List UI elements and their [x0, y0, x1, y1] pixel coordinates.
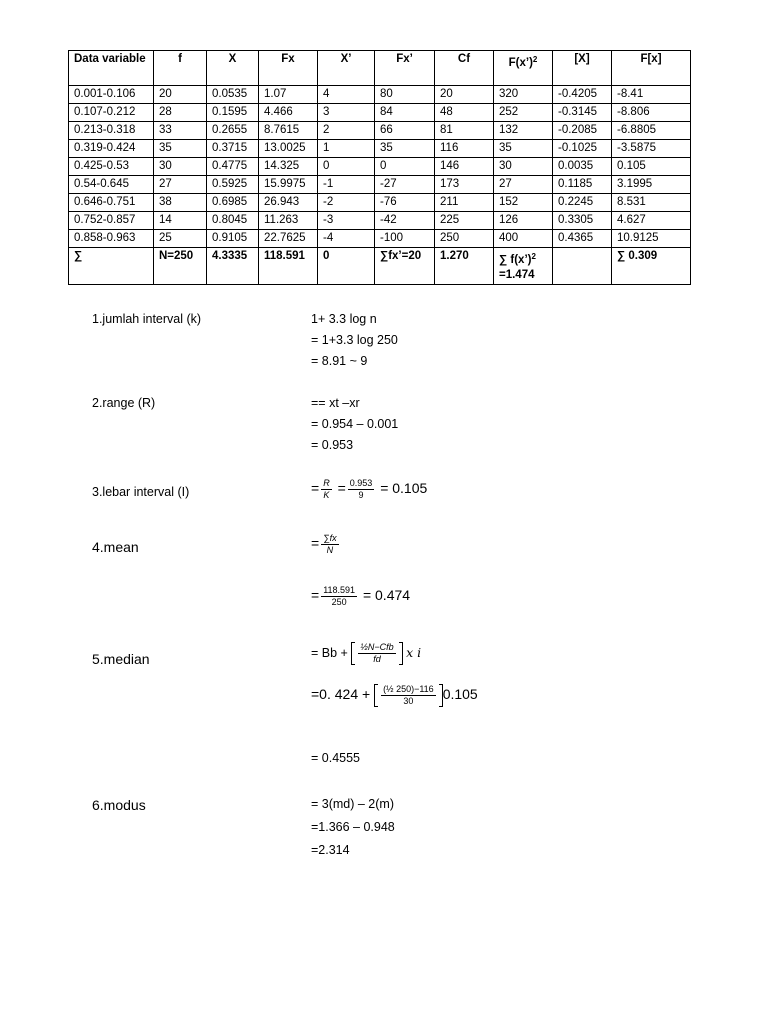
fraction-numerator: ∑fx: [323, 533, 337, 543]
eq-prefix: =: [311, 587, 320, 604]
fraction-numerator: 0.953: [349, 478, 373, 488]
sum-cell: 1.270: [435, 248, 494, 285]
table-cell: -3: [318, 212, 375, 230]
bracket: [351, 642, 402, 665]
table-row: [69, 86, 691, 104]
label-median: 5.median: [92, 651, 150, 667]
label-interval-count: 1.jumlah interval (k): [92, 312, 202, 326]
header-cell: f: [154, 51, 207, 86]
table-sum-row: [69, 248, 691, 285]
table-cell: -42: [375, 212, 435, 230]
fraction-sum-fx-over-n: [321, 533, 338, 556]
median-formula: [311, 642, 421, 665]
table-cell: 0.105: [612, 158, 691, 176]
table-cell: -6.8805: [612, 122, 691, 140]
fraction-numerator: ½N−Cfb: [360, 642, 394, 652]
sum-cell: 118.591: [259, 248, 318, 285]
table-cell: -27: [375, 176, 435, 194]
mode-line-3: =2.314: [311, 843, 350, 857]
table-cell: 0.2655: [207, 122, 259, 140]
table-row: [69, 158, 691, 176]
sum-cell: 0: [318, 248, 375, 285]
sum-cell: [553, 248, 612, 285]
table-cell: 0.858-0.963: [69, 230, 154, 248]
table-cell: 0.646-0.751: [69, 194, 154, 212]
table-cell: 0.4775: [207, 158, 259, 176]
table-cell: 173: [435, 176, 494, 194]
sum-value: =1.474: [499, 269, 535, 281]
sum-cell: [494, 248, 553, 285]
header-cell: X: [207, 51, 259, 86]
table-cell: 0.319-0.424: [69, 140, 154, 158]
table-cell: -100: [375, 230, 435, 248]
header-cell: [X]: [553, 51, 612, 86]
table-cell: 152: [494, 194, 553, 212]
table-cell: 1.07: [259, 86, 318, 104]
range-line-1: == xt –xr: [311, 396, 360, 410]
label-mean: 4.mean: [92, 539, 139, 555]
table-row: [69, 104, 691, 122]
table-cell: 35: [494, 140, 553, 158]
header-cell: Data variable: [69, 51, 154, 86]
fraction-numerator: 118.591: [323, 585, 356, 595]
table-row: [69, 140, 691, 158]
fraction-value: [321, 585, 357, 608]
table-cell: 22.7625: [259, 230, 318, 248]
table-row: [69, 194, 691, 212]
table-cell: 28: [154, 104, 207, 122]
table-cell: 0.6985: [207, 194, 259, 212]
fraction-r-over-k: [321, 478, 332, 501]
header-cell: [494, 51, 553, 86]
sum-cell: 4.3335: [207, 248, 259, 285]
table-cell: 30: [154, 158, 207, 176]
k-line-1: 1+ 3.3 log n: [311, 312, 377, 326]
table-cell: -76: [375, 194, 435, 212]
sum-cell: N=250: [154, 248, 207, 285]
table-cell: 0.213-0.318: [69, 122, 154, 140]
table-cell: 0.0535: [207, 86, 259, 104]
mode-line-1: = 3(md) – 2(m): [311, 797, 395, 811]
fraction-denominator: 250: [331, 597, 347, 607]
eq-prefix: = Bb +: [311, 645, 348, 660]
table-cell: 84: [375, 104, 435, 122]
table-cell: 30: [494, 158, 553, 176]
table-cell: 3.1995: [612, 176, 691, 194]
table-cell: 20: [154, 86, 207, 104]
table-cell: 0.001-0.106: [69, 86, 154, 104]
eq-suffix: x i: [406, 644, 422, 660]
median-calculation: [311, 684, 478, 707]
mode-line-2: =1.366 – 0.948: [311, 820, 395, 834]
table-cell: 1: [318, 140, 375, 158]
table-cell: 35: [375, 140, 435, 158]
table-cell: -0.3145: [553, 104, 612, 122]
table-row: [69, 230, 691, 248]
table-cell: 4: [318, 86, 375, 104]
table-row: [69, 212, 691, 230]
table-cell: -2: [318, 194, 375, 212]
table-cell: 0.1595: [207, 104, 259, 122]
frequency-table: [68, 50, 691, 285]
table-cell: -8.806: [612, 104, 691, 122]
fraction-numerator: R: [323, 478, 330, 488]
table-cell: 146: [435, 158, 494, 176]
table-cell: -3.5875: [612, 140, 691, 158]
table-cell: 13.0025: [259, 140, 318, 158]
table-cell: 15.9975: [259, 176, 318, 194]
table-cell: 126: [494, 212, 553, 230]
header-cell: Fx: [259, 51, 318, 86]
sum-text: ∑ f(x’): [499, 254, 532, 266]
table-cell: 8.531: [612, 194, 691, 212]
table-cell: 14.325: [259, 158, 318, 176]
fraction-denominator: 30: [403, 696, 414, 706]
superscript: 2: [532, 55, 538, 64]
table-cell: 0.107-0.212: [69, 104, 154, 122]
table-cell: 0.8045: [207, 212, 259, 230]
table-cell: 116: [435, 140, 494, 158]
table-cell: 0.4365: [553, 230, 612, 248]
fraction-numerator: (½ 250)−116: [383, 684, 434, 694]
header-cell: Cf: [435, 51, 494, 86]
range-line-2: = 0.954 – 0.001: [311, 417, 399, 431]
header-cell: X’: [318, 51, 375, 86]
eq-suffix: 0.105: [442, 686, 478, 703]
fraction-range-over-k: [348, 478, 375, 501]
table-cell: 66: [375, 122, 435, 140]
eq-prefix: =: [311, 480, 320, 497]
fraction-denominator: fd: [373, 654, 381, 664]
header-cell: Fx’: [375, 51, 435, 86]
table-cell: 252: [494, 104, 553, 122]
table-cell: -0.2085: [553, 122, 612, 140]
table-cell: 20: [435, 86, 494, 104]
superscript: 2: [531, 252, 536, 261]
k-line-3: = 8.91 ~ 9: [311, 354, 368, 368]
table-cell: 0: [318, 158, 375, 176]
table-cell: 2: [318, 122, 375, 140]
table-cell: 0.3715: [207, 140, 259, 158]
label-mode: 6.modus: [92, 797, 146, 813]
table-cell: 27: [154, 176, 207, 194]
width-equation: [311, 478, 427, 501]
table-cell: 4.466: [259, 104, 318, 122]
eq-prefix: =0. 424 +: [311, 686, 371, 703]
table-cell: 320: [494, 86, 553, 104]
table-cell: 27: [494, 176, 553, 194]
label-interval-width: 3.lebar interval (I): [92, 485, 190, 499]
table-cell: 26.943: [259, 194, 318, 212]
table-body: [69, 51, 691, 285]
table-cell: 0.5925: [207, 176, 259, 194]
eq-mid: =: [337, 480, 346, 497]
table-cell: 10.9125: [612, 230, 691, 248]
header-cell: F[x]: [612, 51, 691, 86]
table-cell: 0.0035: [553, 158, 612, 176]
table-cell: 132: [494, 122, 553, 140]
table-cell: 38: [154, 194, 207, 212]
table-cell: 48: [435, 104, 494, 122]
table-cell: 0.54-0.645: [69, 176, 154, 194]
table-cell: 11.263: [259, 212, 318, 230]
bracket: [374, 684, 443, 707]
mean-calculation: [311, 585, 410, 608]
mean-formula: [311, 533, 341, 556]
table-cell: 8.7615: [259, 122, 318, 140]
table-cell: 400: [494, 230, 553, 248]
table-cell: -1: [318, 176, 375, 194]
table-cell: 80: [375, 86, 435, 104]
table-cell: -0.4205: [553, 86, 612, 104]
eq-prefix: =: [311, 535, 320, 552]
label-range: 2.range (R): [92, 396, 156, 410]
table-cell: 0.425-0.53: [69, 158, 154, 176]
table-cell: 25: [154, 230, 207, 248]
eq-result: = 0.105: [380, 480, 428, 497]
table-cell: -8.41: [612, 86, 691, 104]
table-cell: -0.1025: [553, 140, 612, 158]
sum-cell: ∑ 0.309: [612, 248, 691, 285]
range-line-3: = 0.953: [311, 438, 354, 452]
table-cell: 0.752-0.857: [69, 212, 154, 230]
table-row: [69, 122, 691, 140]
table-cell: 81: [435, 122, 494, 140]
fraction-denominator: K: [323, 490, 330, 500]
table-cell: 35: [154, 140, 207, 158]
table-cell: 14: [154, 212, 207, 230]
header-text: F(x’): [508, 57, 533, 69]
table-header-row: [69, 51, 691, 86]
eq-result: = 0.474: [362, 587, 411, 604]
fraction-median-values: [381, 684, 436, 707]
fraction-denominator: N: [326, 545, 334, 555]
table-cell: 0.3305: [553, 212, 612, 230]
median-result: = 0.4555: [311, 751, 361, 765]
table-cell: -4: [318, 230, 375, 248]
fraction-median-term: [358, 642, 395, 665]
table-cell: 0.9105: [207, 230, 259, 248]
sum-cell: ∑fx’=20: [375, 248, 435, 285]
k-line-2: = 1+3.3 log 250: [311, 333, 398, 347]
table-cell: 33: [154, 122, 207, 140]
table-cell: 211: [435, 194, 494, 212]
table-cell: 250: [435, 230, 494, 248]
table-cell: 0.1185: [553, 176, 612, 194]
sum-cell: ∑: [69, 248, 154, 285]
table-cell: 0.2245: [553, 194, 612, 212]
fraction-denominator: 9: [358, 490, 364, 500]
table-cell: 4.627: [612, 212, 691, 230]
table-row: [69, 176, 691, 194]
table-cell: 225: [435, 212, 494, 230]
table-cell: 0: [375, 158, 435, 176]
table-cell: 3: [318, 104, 375, 122]
